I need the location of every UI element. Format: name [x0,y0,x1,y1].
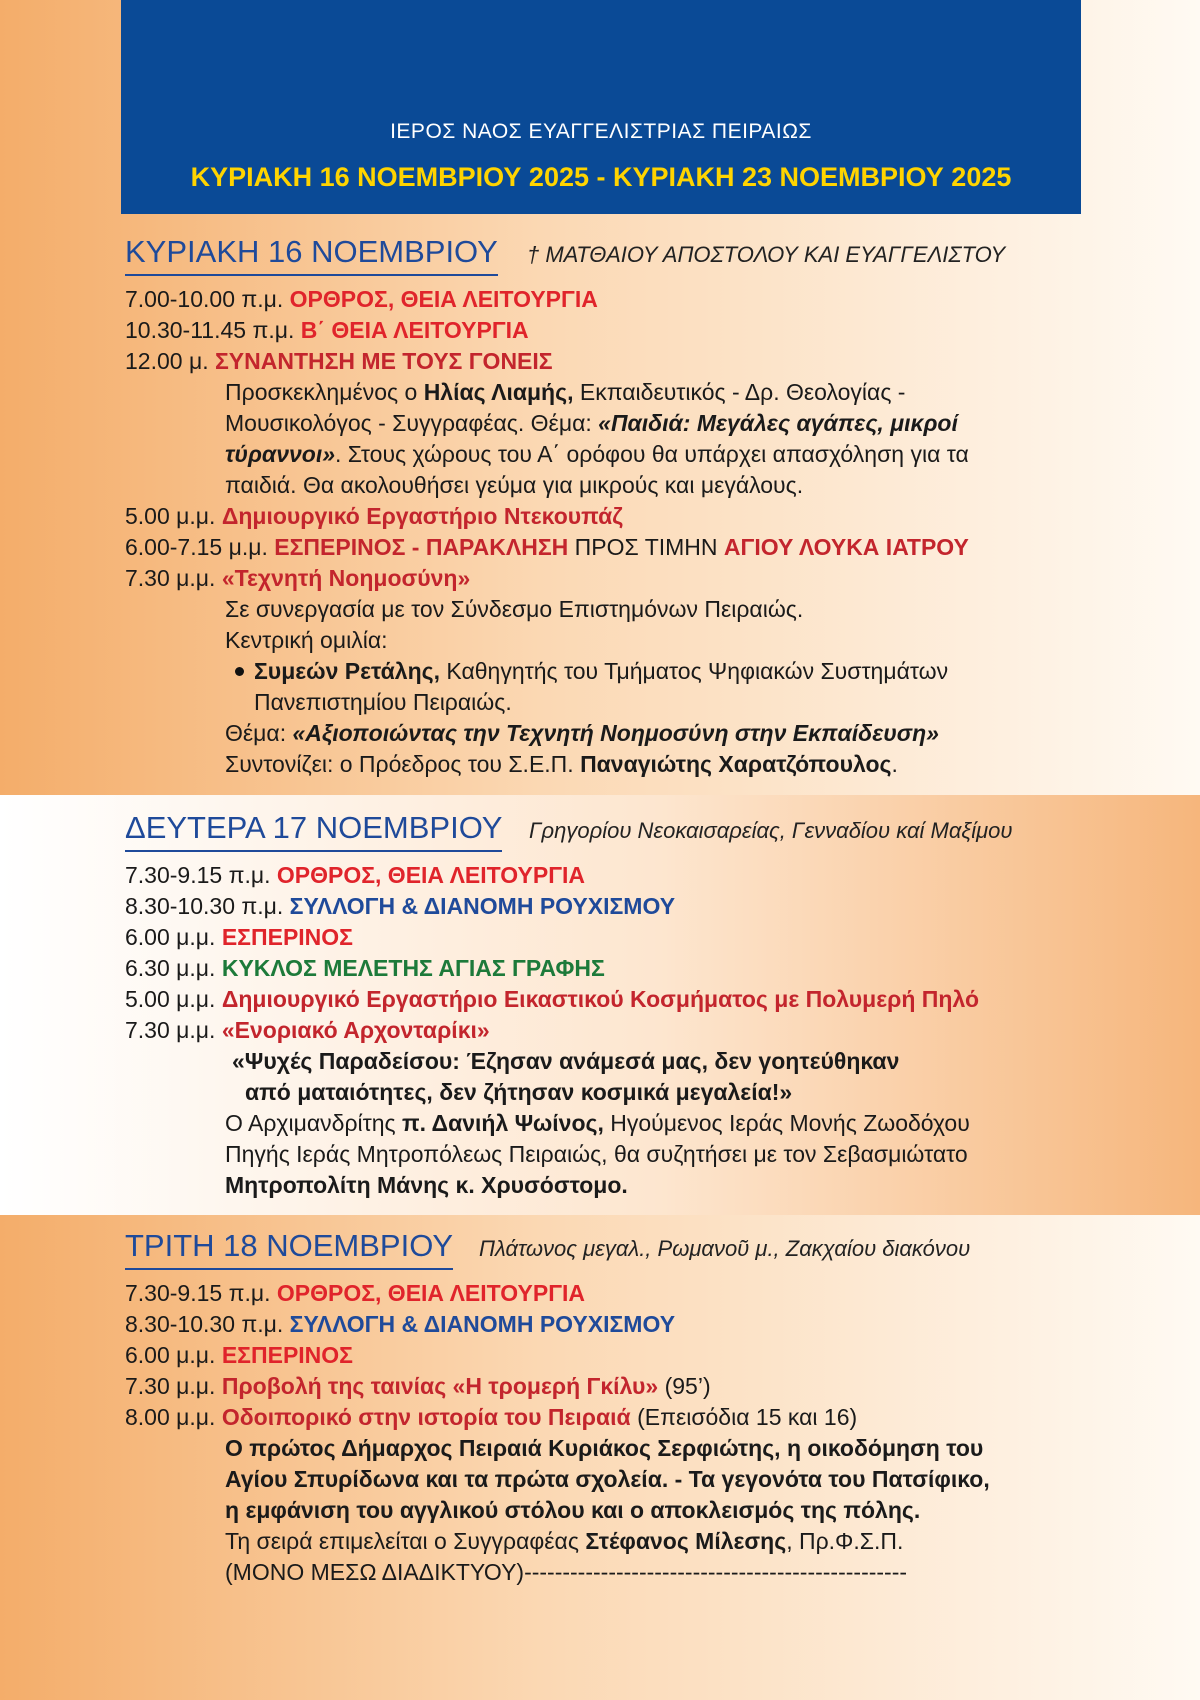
day-header [125,808,1125,858]
event-detail [125,718,1125,749]
church-name: ΙΕΡΟΣ ΝΑΟΣ ΕΥΑΓΓΕΛΙΣΤΡΙΑΣ ΠΕΙΡΑΙΩΣ [390,120,812,143]
detail-text: Συντονίζει: ο Πρόεδρος του Σ.Ε.Π. [225,751,581,777]
event-detail [125,439,1125,470]
topic-text: Αγίου Σπυρίδωνα και τα πρώτα σχολεία. - Τα γεγονότα του Πατσίφικο, [225,1466,990,1492]
topic-text: από ματαιότητες, δεν ζήτησαν κοσμικά μεγαλεία!» [245,1079,793,1105]
event-time: 7.30-9.15 π.μ. [125,1280,271,1306]
day-title: ΔΕΥΤΕΡΑ 17 ΝΟΕΜΒΡΙΟΥ [125,808,502,852]
event-line [125,1371,1125,1402]
event-title: ΣΥΝΑΝΤΗΣΗ ΜΕ ΤΟΥΣ ΓΟΝΕΙΣ [214,348,553,374]
event-detail [125,1495,1125,1526]
speaker-name: Μητροπολίτη Μάνης κ. Χρυσόστομο. [225,1172,628,1198]
film-duration: (95’) [658,1373,711,1399]
event-title: ΚΥΚΛΟΣ ΜΕΛΕΤΗΣ ΑΓΙΑΣ ΓΡΑΦΗΣ [221,955,605,981]
moderator-name: Παναγιώτης Χαρατζόπουλος [580,751,892,777]
event-time: 7.30 μ.μ. [125,565,216,591]
event-title: «Τεχνητή Νοημοσύνη» [221,565,471,591]
event-time: 7.30-9.15 π.μ. [125,862,271,888]
detail-text: Προσκεκλημένος ο [225,379,424,405]
topic-text: «Αξιοποιώντας την Τεχνητή Νοημοσύνη στην Εκπαίδευση» [292,720,939,746]
event-time: 8.00 μ.μ. [125,1404,216,1430]
event-detail [125,1170,1125,1201]
event-time: 5.00 μ.μ. [125,503,216,529]
detail-text: Καθηγητής του Τμήματος Ψηφιακών Συστημάτων [440,658,949,684]
event-line [125,891,1125,922]
event-title: ΣΥΛΛΟΓΗ & ΔΙΑΝΟΜΗ ΡΟΥΧΙΣΜΟΥ [289,893,676,919]
topic-text: «Παιδιά: Μεγάλες αγάπες, μικροί [598,410,958,436]
event-line [125,532,1125,563]
event-detail: Πανεπιστημίου Πειραιώς. [254,689,512,715]
feast-name: † ΜΑΤΘΑΙΟΥ ΑΠΟΣΤΟΛΟΥ ΚΑΙ ΕΥΑΓΓΕΛΙΣΤΟΥ [527,242,1006,267]
event-time: 8.30-10.30 π.μ. [125,893,284,919]
event-title: ΟΡΘΡΟΣ, ΘΕΙΑ ΛΕΙΤΟΥΡΓΙΑ [276,862,586,888]
event-title: ΕΣΠΕΡΙΝΟΣ [221,1342,353,1368]
event-line [125,984,1125,1015]
event-title: ΕΣΠΕΡΙΝΟΣ [221,924,353,950]
detail-text: Μουσικολόγος - Συγγραφέας. Θέμα: [225,410,599,436]
speaker-name: Συμεών Ρετάλης, [254,658,440,684]
detail-text: . [891,751,898,777]
event-detail: (ΜΟΝΟ ΜΕΣΩ ΔΙΑΔΙΚΤΥΟΥ)-------------------------------------------------- [225,1559,908,1585]
event-time: 12.00 μ. [125,348,209,374]
bullet-icon [235,667,244,676]
event-detail: παιδιά. Θα ακολουθήσει γεύμα για μικρούς και μεγάλους. [225,472,804,498]
day-title: ΤΡΙΤΗ 18 ΝΟΕΜΒΡΙΟΥ [125,1226,453,1270]
event-title-connector: ΠΡΟΣ ΤΙΜΗΝ [568,534,724,560]
topic-text: η εμφάνιση του αγγλικού στόλου και ο αποκλεισμός της πόλης. [225,1497,921,1523]
event-detail [125,1077,1125,1108]
header-banner [121,0,1081,214]
day-section-monday [125,808,1125,1201]
event-time: 5.00 μ.μ. [125,986,216,1012]
author-name: Στέφανος Μίλεσης [585,1528,787,1554]
feast-name: Πλάτωνος μεγαλ., Ρωμανοῦ μ., Ζακχαίου διακόνου [479,1236,971,1261]
topic-text: Ο πρώτος Δήμαρχος Πειραιά Κυριάκος Σερφιώτης, η οικοδόμηση του [225,1435,984,1461]
event-line [125,1309,1125,1340]
event-time: 8.30-10.30 π.μ. [125,1311,284,1337]
event-line [125,346,1125,377]
speaker-name: Ηλίας Λιαμής, [423,379,574,405]
event-title: Δημιουργικό Εργαστήριο Εικαστικού Κοσμήματος με Πολυμερή Πηλό [221,986,980,1012]
event-detail [125,1108,1125,1139]
event-line [125,563,1125,594]
event-detail: Κεντρική ομιλία: [225,627,388,653]
event-detail: Πηγής Ιεράς Μητροπόλεως Πειραιώς, θα συζητήσει με τον Σεβασμιώτατο [225,1141,968,1167]
episodes-text: (Επεισόδια 15 και 16) [630,1404,858,1430]
detail-text: Θέμα: [225,720,293,746]
event-detail [125,749,1125,780]
event-detail [125,408,1125,439]
event-line [125,1340,1125,1371]
event-detail [125,1433,1125,1464]
event-line [125,284,1125,315]
event-line [125,1278,1125,1309]
event-title: ΣΥΛΛΟΓΗ & ΔΙΑΝΟΜΗ ΡΟΥΧΙΣΜΟΥ [289,1311,676,1337]
topic-text: τύραννοι» [225,441,336,467]
event-time: 10.30-11.45 π.μ. [125,317,295,343]
detail-text: Ηγούμενος Ιεράς Μονής Ζωοδόχου [603,1110,970,1136]
event-line [125,315,1125,346]
detail-text: , Πρ.Φ.Σ.Π. [786,1528,904,1554]
event-detail [125,1046,1125,1077]
event-time: 6.30 μ.μ. [125,955,216,981]
event-title: Β΄ ΘΕΙΑ ΛΕΙΤΟΥΡΓΙΑ [300,317,529,343]
detail-text: Εκπαιδευτικός - Δρ. Θεολογίας - [573,379,906,405]
event-title: ΑΓΙΟΥ ΛΟΥΚΑ ΙΑΤΡΟΥ [723,534,969,560]
event-time: 7.30 μ.μ. [125,1017,216,1043]
event-title: Δημιουργικό Εργαστήριο Ντεκουπάζ [221,503,623,529]
event-line [125,922,1125,953]
event-title: Προβολή της ταινίας [221,1373,447,1399]
event-detail [125,1464,1125,1495]
event-time: 6.00-7.15 μ.μ. [125,534,268,560]
speaker-name: π. Δανιήλ Ψωίνος, [402,1110,604,1136]
day-title: ΚΥΡΙΑΚΗ 16 ΝΟΕΜΒΡΙΟΥ [125,232,498,276]
event-line [125,860,1125,891]
film-title: «Η τρομερή Γκίλυ» [446,1373,659,1399]
event-time: 6.00 μ.μ. [125,1342,216,1368]
event-detail [125,377,1125,408]
day-header [125,1226,1125,1276]
event-time: 7.30 μ.μ. [125,1373,216,1399]
event-title: Οδοιπορικό στην ιστορία του Πειραιά [221,1404,631,1430]
event-detail [125,1526,1125,1557]
detail-text: . Στους χώρους του Α΄ ορόφου θα υπάρχει απασχόληση για τα [335,441,969,467]
day-section-sunday [125,232,1125,780]
event-title: ΟΡΘΡΟΣ, ΘΕΙΑ ΛΕΙΤΟΥΡΓΙΑ [276,1280,586,1306]
event-detail [125,656,1125,687]
week-dates: ΚΥΡΙΑΚΗ 16 ΝΟΕΜΒΡΙΟΥ 2025 - ΚΥΡΙΑΚΗ 23 ΝΟΕΜΒΡΙΟΥ 2025 [190,162,1012,192]
event-detail: Σε συνεργασία με τον Σύνδεσμο Επιστημόνων Πειραιώς. [225,596,804,622]
event-title: ΕΣΠΕΡΙΝΟΣ - ΠΑΡΑΚΛΗΣΗ [274,534,569,560]
day-header [125,232,1125,282]
detail-text: Ο Αρχιμανδρίτης [225,1110,403,1136]
event-line [125,1015,1125,1046]
event-title: «Ενοριακό Αρχονταρίκι» [221,1017,490,1043]
topic-text: «Ψυχές Παραδείσου: Έζησαν ανάμεσά μας, δεν γοητεύθηκαν [232,1048,900,1074]
event-time: 7.00-10.00 π.μ. [125,286,284,312]
event-line [125,953,1125,984]
feast-name: Γρηγορίου Νεοκαισαρείας, Γενναδίου καί Μαξίμου [529,818,1013,843]
day-section-tuesday [125,1226,1125,1588]
detail-text: Τη σειρά επιμελείται ο Συγγραφέας [225,1528,586,1554]
event-time: 6.00 μ.μ. [125,924,216,950]
event-line [125,1402,1125,1433]
event-title: ΟΡΘΡΟΣ, ΘΕΙΑ ΛΕΙΤΟΥΡΓΙΑ [289,286,598,312]
event-line [125,501,1125,532]
